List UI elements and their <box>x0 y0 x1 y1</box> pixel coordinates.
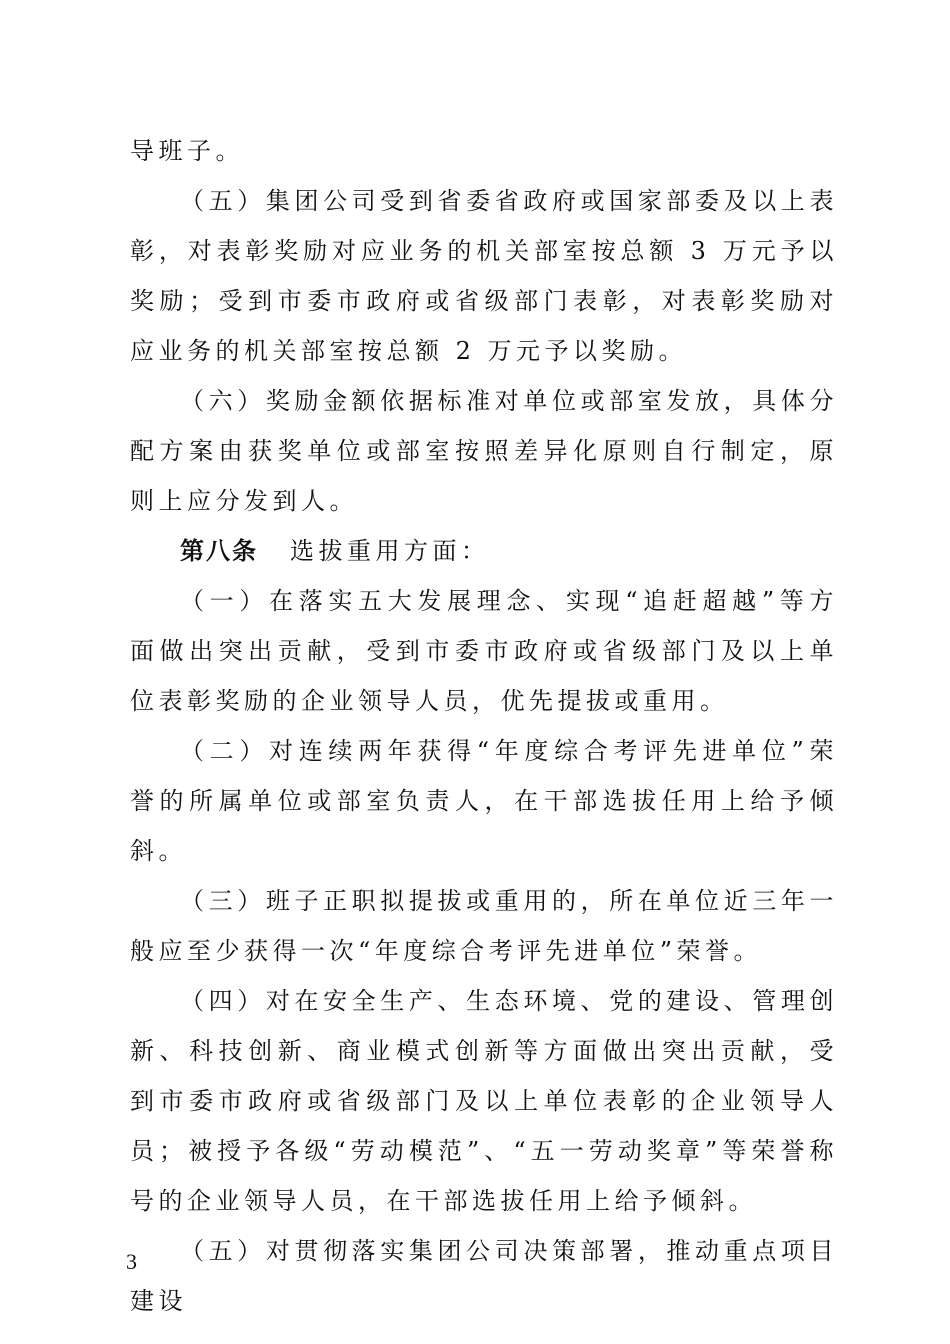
paragraph-item-6-distribution: （六）奖励金额依据标准对单位或部室发放，具体分配方案由获奖单位或部室按照差异化原则自行制定，原则上应分发到人。 <box>130 387 838 515</box>
paragraph-item-4-honors: （四）对在安全生产、生态环境、党的建设、管理创新、科技创新、商业模式创新等方面做出突出贡献，受到市委市政府或省级部门及以上单位表彰的企业领导人员；被授予各级“劳动模范”、“五一劳动奖章”等荣誉称号的企业领导人员，在干部选拔任用上给予倾斜。 <box>130 987 838 1215</box>
paragraph-continuation: 导班子。 <box>130 137 244 165</box>
article-8-paragraph <box>130 526 838 576</box>
article-title: 选拔重用方面： <box>290 537 490 565</box>
article-heading: 第八条 <box>180 536 258 565</box>
paragraph-item-5-commendation: （五）集团公司受到省委省政府或国家部委及以上表彰，对表彰奖励对应业务的机关部室按总额 3 万元予以奖励；受到市委市政府或省级部门表彰，对表彰奖励对应业务的机关部室按总额 2 万元予以奖励。 <box>130 187 838 365</box>
paragraph-item-5-projects: （五）对贯彻落实集团公司决策部署，推动重点项目建设 <box>130 1237 838 1315</box>
paragraph-item-2-leaders: （二）对连续两年获得“年度综合考评先进单位”荣誉的所属单位或部室负责人，在干部选拔任用上给予倾斜。 <box>130 737 838 865</box>
document-body <box>130 126 838 1326</box>
paragraph-item-1-promotion: （一）在落实五大发展理念、实现“追赶超越”等方面做出突出贡献，受到市委市政府或省级部门及以上单位表彰奖励的企业领导人员，优先提拔或重用。 <box>130 587 838 715</box>
page-number: 3 <box>126 1249 137 1274</box>
paragraph-item-3-requirement: （三）班子正职拟提拔或重用的，所在单位近三年一般应至少获得一次“年度综合考评先进单位”荣誉。 <box>130 887 838 965</box>
